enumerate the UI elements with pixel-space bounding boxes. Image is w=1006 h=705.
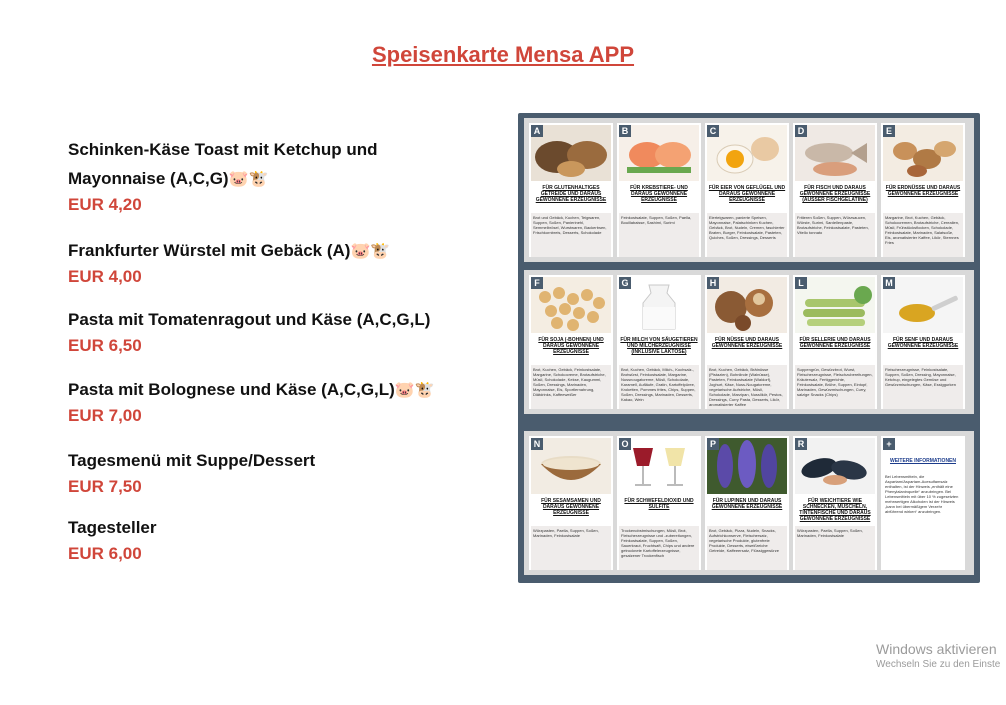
watermark-line2: Wechseln Sie zu den Einste xyxy=(876,659,1001,670)
allergen-title: FÜR GLUTENHALTIGES GETREIDE UND DARAUS GEWONNENE ERZEUGNISSE xyxy=(535,185,607,203)
allergen-title: WEITERE INFORMATIONEN xyxy=(889,458,956,464)
menu-item-tagesteller xyxy=(68,513,468,565)
pig-cow-icons: 🐷🐮 xyxy=(350,243,391,260)
allergen-title: FÜR KREBSTIERE- UND DARAUS GEWONNENE ERZEUGNISSE xyxy=(630,185,688,203)
allergen-card-d xyxy=(793,123,877,257)
allergen-title: FÜR SESAMSAMEN UND DARAUS GEWONNENE ERZEUGNISSE xyxy=(541,498,601,516)
dish-price: EUR 6,00 xyxy=(68,544,142,563)
allergen-title: FÜR ERDNÜSSE UND DARAUS GEWONNENE ERZEUGNISSE xyxy=(885,185,961,197)
allergen-letter: R xyxy=(795,438,807,450)
allergen-letter: L xyxy=(795,277,807,289)
peanut-icon xyxy=(883,125,963,181)
allergen-letter: C xyxy=(707,125,719,137)
nut-icon xyxy=(707,277,787,333)
allergen-description: Margarine, Brot, Kuchen, Gebäck, Schokocremen, Brotaufstriche, Cerealien, Müsli, Frühstücksflocken, Schokolade, Feinkostsalate, Marinaden, Salatsoße, Eis, aromatisierter Kaffee, Likör, Sternnes Fries xyxy=(883,213,963,257)
milk-icon xyxy=(619,277,699,333)
lupin-icon xyxy=(707,438,787,494)
allergen-description: Würzpasten, Paella, Suppen, Soßen, Marinaden, Feinkostsalate xyxy=(531,526,611,570)
allergen-title: FÜR SENF UND DARAUS GEWONNENE ERZEUGNISSE xyxy=(887,337,959,349)
dish-name: Tagesteller xyxy=(68,518,157,537)
menu-item-tagesmenue xyxy=(68,446,468,498)
allergen-title: FÜR SCHWEFELDIOXID UND SULFITE xyxy=(624,498,694,510)
allergen-letter: B xyxy=(619,125,631,137)
dish-name: Pasta mit Bolognese und Käse (A,C,G,L)🐷🐮 xyxy=(68,380,435,399)
dish-name-line2: Mayonnaise (A,C,G)🐷🐮 xyxy=(68,169,269,188)
allergen-description: Suppengrün, Gewürzbrot, Wurst, Fleischerzeugnisse, Fleischzubereitungen, Kräutersalz, Fertiggerichte, Feinkostsalate, Brühe, Suppen, Eintopf, Marinaden, Gewürzmischungen, Curry, salzige Snacks (Chips) xyxy=(795,365,875,409)
mustard-icon xyxy=(883,277,963,333)
allergen-letter: P xyxy=(707,438,719,450)
allergen-description: Bei Lebensmitteln, die Aspartam/Aspartam-Acesulfamsalz enthalten, ist der Hinweis „enthält eine Phenylalaninquelle“ anzubringen. Bei Lebensmitteln mit über 10 % zugesetzten mehrwertigen Alkoholen ist der Hinweis „kann bei übermäßigem Verzehr abführend wirken“ anzubringen. xyxy=(883,472,963,568)
watermark-line1: Windows aktivieren xyxy=(876,641,997,657)
allergen-card-h xyxy=(705,275,789,409)
windows-activation-watermark xyxy=(876,641,1000,670)
dish-name: Frankfurter Würstel mit Gebäck (A)🐷🐮 xyxy=(68,241,391,260)
allergen-letter: O xyxy=(619,438,631,450)
allergen-title: FÜR LUPINEN UND DARAUS GEWONNENE ERZEUGNISSE xyxy=(711,498,783,510)
bread-icon xyxy=(531,125,611,181)
page-title: Speisenkarte Mensa APP xyxy=(371,42,635,67)
allergen-card-n xyxy=(529,436,613,570)
allergen-title: FÜR SOJA (-BOHNEN) UND DARAUS GEWONNENE ERZEUGNISSE xyxy=(538,337,604,355)
dish-price: EUR 4,00 xyxy=(68,267,142,286)
allergen-description: Brot und Gebäck, Kuchen, Teigwaren, Suppen, Soßen, Panierinehl, Semmelbrösel, Wurstwaren, Backerbsen, Frischkornbreis, Desserts, Schokolade xyxy=(531,213,611,257)
pig-cow-icons: 🐷🐮 xyxy=(228,171,269,188)
allergen-description: Brot, Kuchen, Gebäck, Feinkostsalate, Margarine, Schokocreme, Brotaufstriche, Müsli, Schokolade, Kekse, Kaugummi, Soßen, Dressings, Marinaden, Mayonnaise, Eis, Sportlernahrung, Diätdrinks, Kaffeeweißer xyxy=(531,365,611,409)
menu-item-toast xyxy=(68,135,468,216)
allergen-letter: F xyxy=(531,277,543,289)
pig-cow-icons: 🐷🐮 xyxy=(394,382,435,399)
allergen-row xyxy=(524,431,974,575)
allergen-letter: M xyxy=(883,277,895,289)
allergen-card-info xyxy=(881,436,965,570)
dish-price: EUR 4,20 xyxy=(68,195,142,214)
egg-icon xyxy=(707,125,787,181)
allergen-letter: G xyxy=(619,277,631,289)
allergen-card-e xyxy=(881,123,965,257)
allergen-description: Feinkostsalate, Suppen, Soßen, Paella, Bouillabaisse, Sashimi, Surimi xyxy=(619,213,699,257)
allergen-row xyxy=(524,270,974,414)
allergen-card-p xyxy=(705,436,789,570)
allergen-description: Eierteigwaren, panierte Speisen, Mayonnaise, Palatschinken Kuchen, Gebäck, Brot, Nudeln, Cremen, faschierter Braten, Burger, Feinkostsalate, Pasteten, Quiches, Soßen, Dressings, Desserts xyxy=(707,213,787,257)
dish-name: Pasta mit Tomatenragout und Käse (A,C,G,L) xyxy=(68,310,431,329)
allergen-title: FÜR SELLERIE UND DARAUS GEWONNENE ERZEUGNISSE xyxy=(799,337,871,349)
allergen-card-r xyxy=(793,436,877,570)
dish-price: EUR 6,50 xyxy=(68,336,142,355)
dish-name: Schinken-Käse Toast mit Ketchup und xyxy=(68,140,378,159)
allergen-board xyxy=(518,113,980,583)
menu-item-pasta-tomate xyxy=(68,305,468,357)
allergen-description: Fritieren Soßen, Suppen, Würzsaucen, Würste, Surimi, Sardellenpaste, Brotaufstriche, Feinkostsalate, Pasteten, Vitello tonnato xyxy=(795,213,875,257)
soy-icon xyxy=(531,277,611,333)
allergen-letter: A xyxy=(531,125,543,137)
allergen-letter: E xyxy=(883,125,895,137)
allergen-description: Fleischerzeugnisse, Feinkostsalate, Suppen, Soßen, Dressing, Mayonnaise, Ketchup, eingelegtes Gemüse und Gewürzmischungen, Käse, Essiggurken xyxy=(883,365,963,409)
allergen-card-c xyxy=(705,123,789,257)
allergen-title: FÜR WEICHTIERE WIE SCHNECKEN, MUSCHELN, TINTENFISCHE UND DARAUS GEWONNENE ERZEUGNISSE xyxy=(799,498,871,522)
sesame-icon xyxy=(531,438,611,494)
allergen-description: Trockenobstmischungen, Müsli, Brot, Fleischerzeugnisse und -zubereitungen, Feinkostsalate, Suppen, Soßen, Sauerkraut, Fruchtsaft, Chips und andere getrocknete Kartoffelerzeugnisse, gesalzener Trockenfisch xyxy=(619,526,699,570)
dish-name: Tagesmenü mit Suppe/Dessert xyxy=(68,451,316,470)
allergen-description: Brot, Kuchen, Gebäck, Brätnüsse (Pistazien), Bohnlinde (Walnüsse), Pasteten, Feinkostsalate (Waldorf), Joghurt, Käse, Nuss-Nougatcreme, vegetarische Aufstriche, Müsli, Schokolade, Marzipan, Nusslikör, Pestos, Dressings, Curry Pasta, Desserts, Likör, aromatisierter Kaffee xyxy=(707,365,787,409)
allergen-card-g xyxy=(617,275,701,409)
dish-price: EUR 7,50 xyxy=(68,477,142,496)
allergen-description: Brot, Gebäck, Pizza, Nudeln, Snacks, Aufstrichkonserve, Fleischersatz, vegetarische Produkte, glutenfreie Produkte, Desserts, eiweißreiche Getreide, Kaffeeersatz, Flüssiggewürze xyxy=(707,526,787,570)
allergen-description: Würzpasten, Paella, Suppen, Soßen, Marinaden, Feinkostsalate xyxy=(795,526,875,570)
menu-item-pasta-bolognese xyxy=(68,375,468,427)
allergen-row xyxy=(524,118,974,262)
fish-icon xyxy=(795,125,875,181)
allergen-letter: D xyxy=(795,125,807,137)
allergen-card-b xyxy=(617,123,701,257)
mussel-icon xyxy=(795,438,875,494)
menu-item-wuerstel xyxy=(68,236,468,288)
allergen-letter: H xyxy=(707,277,719,289)
allergen-card-f xyxy=(529,275,613,409)
allergen-card-o xyxy=(617,436,701,570)
allergen-card-m xyxy=(881,275,965,409)
wine-icon xyxy=(619,438,699,494)
allergen-letter: N xyxy=(531,438,543,450)
allergen-title: FÜR EIER VON GEFLÜGEL UND DARAUS GEWONNENE ERZEUGNISSE xyxy=(708,185,786,203)
allergen-description: Brot, Kuchen, Gebäck, Milch-, Kochsalz-, Brotwürst, Feinkostsalate, Margarine, Nussnougatcreme, Müsli, Schokolade, Karamell, Aufläufe, Gratin, Kartoffelpüree, Kroketten, Pommes frites, Chips, Suppen, Soßen, Dressings, Marinaden, Desserts, Kakao, Wein xyxy=(619,365,699,409)
dish-price: EUR 7,00 xyxy=(68,406,142,425)
allergen-title: FÜR MILCH VON SÄUGETIEREN UND MILCHERZEUGNISSE (INKLUSIVE LAKTOSE) xyxy=(620,337,698,355)
allergen-card-a xyxy=(529,123,613,257)
allergen-card-l xyxy=(793,275,877,409)
allergen-title: FÜR FISCH UND DARAUS GEWONNENE ERZEUGNISSE (AUSSER FISCHGELATINE) xyxy=(799,185,871,203)
plus-icon: + xyxy=(883,438,895,450)
shrimp-icon xyxy=(619,125,699,181)
allergen-title: FÜR NÜSSE UND DARAUS GEWONNENE ERZEUGNISSE xyxy=(711,337,783,349)
celery-icon xyxy=(795,277,875,333)
